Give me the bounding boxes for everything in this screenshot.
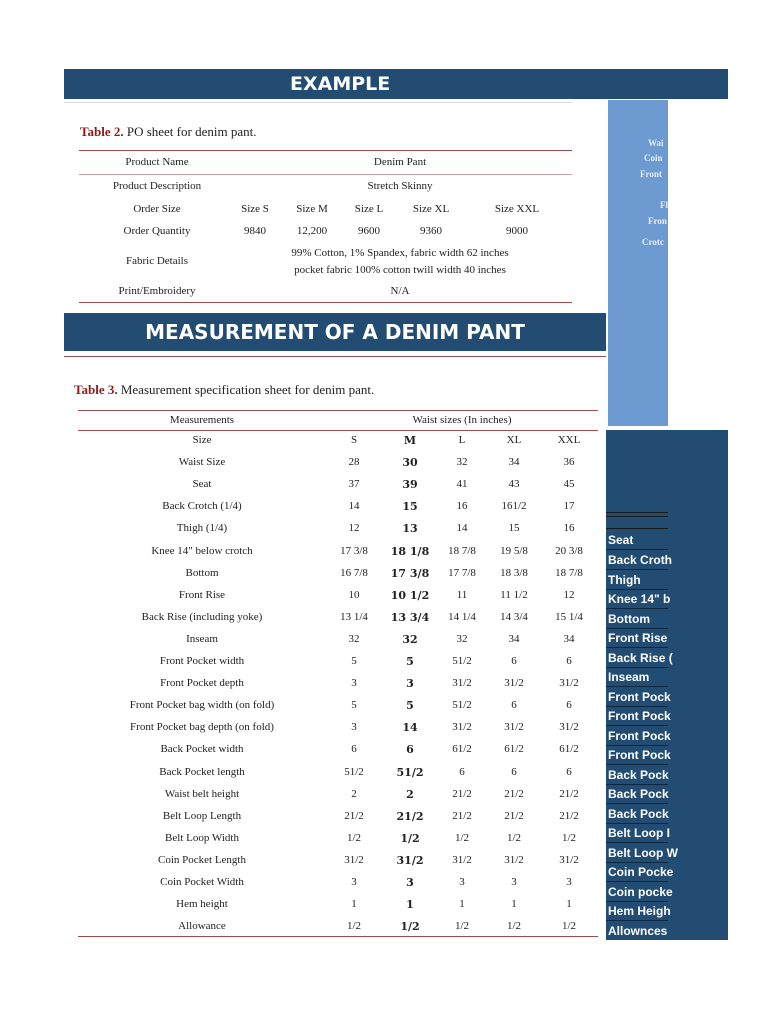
row-value: 31/2 [559,677,579,690]
row-value: 1/2 [561,920,577,933]
side-panel-upper [608,100,668,426]
side-row: Coin Pocke [608,865,674,879]
panel-line [606,764,668,765]
print-embroidery-value: N/A [390,285,410,297]
side-row: Front Pock [608,748,671,762]
row-value: 16 [563,522,575,535]
table-rule [79,174,572,175]
row-value: 16 [456,500,468,513]
row-value: 5 [351,699,357,712]
row-value: 31/2 [559,853,579,866]
side-row: Back Pock [608,787,669,801]
row-value: 21/2 [504,787,524,800]
side-row: Hem Heigh [608,904,671,918]
row-label: Waist belt height [164,787,240,800]
row-value: 21/2 [344,809,364,822]
row-value: 21/2 [559,809,579,822]
row-value: 19 5/8 [500,544,528,557]
side-panel-text: Wai [648,138,664,148]
print-embroidery-label: Print/Embroidery [118,285,196,297]
row-value: 3 [566,876,572,888]
row-value: 17 [563,500,575,513]
row-label: Belt Loop Width [165,831,239,844]
row-value: 14 [402,721,418,735]
size-cell: Size M [296,203,328,215]
row-value: 37 [348,478,360,491]
row-value: 3 [459,876,465,888]
panel-line [606,549,668,550]
row-label: Coin Pocket Width [160,876,244,888]
order-quantity-label: Order Quantity [123,225,191,237]
row-value: 1/2 [346,831,362,844]
row-value: 14 [456,522,468,535]
table-rule [79,302,572,303]
row-label: Front Pocket depth [160,677,244,690]
row-value: 14 1/4 [448,610,476,623]
panel-line [606,569,668,570]
table2-caption-label: Table 2. [80,124,124,139]
row-value: L [458,434,466,446]
measurement-banner [64,313,606,351]
row-label: Back Pocket length [159,765,245,778]
row-value: 5 [351,655,357,667]
row-value: 10 [348,588,360,601]
row-value: 1/2 [346,920,362,933]
row-value: 18 7/8 [555,566,583,579]
panel-line [606,881,668,882]
row-value: 31/2 [559,721,579,734]
row-value: 1 [406,898,414,912]
side-panel-text: Fl [660,200,668,210]
row-value: 32 [456,632,468,645]
table3-caption [74,382,374,398]
product-description-label: Product Description [112,180,202,192]
row-value: 21/2 [452,787,472,800]
table-rule [78,936,598,937]
quantity-cell: 9000 [506,225,528,237]
row-value: 3 [406,876,414,889]
row-label: Allowance [178,920,226,933]
row-label: Front Pocket bag depth (on fold) [130,721,274,734]
fabric-details-label: Fabric Details [125,255,189,267]
side-row: Front Pock [608,729,671,743]
quantity-cell: 9840 [244,225,266,237]
row-value: 14 3/4 [500,610,528,623]
row-value: 1/2 [506,920,522,933]
row-value: 32 [456,456,468,469]
row-value: 6 [566,699,572,712]
row-value: 34 [508,456,520,469]
row-value: 18 7/8 [448,544,476,557]
row-label: Belt Loop Length [162,809,242,822]
row-value: 13 [402,522,418,536]
row-value: XXL [557,434,581,446]
side-row: Front Pock [608,690,671,704]
panel-line [606,920,668,921]
row-value: 21/2 [559,787,579,800]
row-value: 21/2 [452,809,472,822]
product-name-value: Denim Pant [373,156,427,168]
row-value: 1/2 [400,831,420,845]
side-row: Back Pock [608,768,669,782]
row-value: 3 [351,721,357,734]
fabric-details-line2: pocket fabric 100% cotton twill width 40 inches [294,264,506,276]
row-value: 18 1/8 [390,544,430,558]
row-value: 3 [351,677,357,690]
row-value: 12 [563,588,575,601]
side-row: Knee 14" b [608,592,671,606]
row-value: 1/2 [400,920,420,934]
row-value: 31/2 [504,721,524,734]
row-value: 17 3/8 [340,544,368,557]
fabric-details-line1: 99% Cotton, 1% Spandex, fabric width 62 inches [291,247,509,259]
row-value: 1 [511,898,517,911]
panel-line [606,686,668,687]
row-value: 15 1/4 [555,610,583,623]
row-value: S [350,434,358,446]
row-value: 34 [508,632,520,645]
row-value: 34 [563,632,575,645]
row-value: 14 [348,500,360,513]
row-label: Knee 14" below crotch [151,544,253,557]
side-panel-text: Fron [648,216,667,226]
row-value: 61/2 [452,743,472,756]
header-measurements: Measurements [169,414,235,426]
row-label: Waist Size [178,456,226,469]
panel-line [606,512,668,513]
row-label: Thigh (1/4) [176,522,228,535]
row-label: Seat [192,478,212,491]
side-row: Back Pock [608,807,669,821]
quantity-cell: 9360 [420,225,442,237]
row-value: M [403,434,417,447]
panel-line [606,608,668,609]
row-value: 31/2 [344,853,364,866]
row-value: 5 [406,655,414,668]
row-value: 6 [566,765,572,778]
row-value: 41 [456,478,468,491]
row-value: 61/2 [504,743,524,756]
row-label: Coin Pocket Length [158,853,246,866]
row-value: 13 3/4 [390,610,430,624]
header-waist-sizes: Waist sizes (In inches) [412,414,512,426]
row-value: 21/2 [396,809,424,823]
row-value: 51/2 [452,699,472,712]
row-value: 12 [348,522,360,535]
row-value: 3 [351,876,357,888]
size-cell: Size S [241,203,269,215]
row-value: 31/2 [452,677,472,690]
row-label: Inseam [186,632,218,645]
row-label: Front Pocket width [159,655,245,667]
row-value: 1 [351,898,357,911]
size-cell: Size XL [412,203,450,215]
row-value: 6 [511,765,517,778]
side-row: Belt Loop I [608,826,670,840]
side-row: Thigh [608,573,641,587]
side-row: Front Pock [608,709,671,723]
side-row: Inseam [608,670,650,684]
side-panel-text: Front [640,169,662,179]
side-row: Back Rise ( [608,651,673,665]
row-value: 61/2 [559,743,579,756]
row-value: 30 [402,456,418,470]
row-value: 10 1/2 [390,588,430,602]
row-value: 6 [511,655,517,667]
row-value: 51/2 [344,765,364,778]
row-label: Hem height [176,898,228,911]
row-value: 2 [406,787,414,801]
panel-line [606,647,668,648]
row-value: 28 [348,456,360,469]
row-value: 32 [348,632,360,645]
row-value: 6 [459,765,465,778]
row-value: 161/2 [501,500,527,513]
row-value: 6 [566,655,572,667]
row-value: 39 [402,478,418,492]
row-value: 21/2 [504,809,524,822]
side-row: Front Rise [608,631,668,645]
row-label: Front Rise [178,588,226,601]
table-rule [78,430,598,431]
side-row: Bottom [608,612,650,626]
table2-caption [80,124,256,140]
row-value: 3 [511,876,517,888]
table-rule [78,410,598,411]
panel-line [606,516,668,517]
row-value: 1 [459,898,465,911]
divider [64,102,572,103]
row-value: 31/2 [452,853,472,866]
row-value: 3 [406,677,414,691]
row-value: 15 [402,500,418,514]
row-value: 6 [511,699,517,712]
table-rule [79,150,572,151]
row-value: XL [506,434,522,446]
row-value: 31/2 [396,853,424,867]
row-label: Back Crotch (1/4) [162,500,242,513]
row-label: Back Pocket width [160,743,244,756]
row-label: Front Pocket bag width (on fold) [129,699,275,712]
measurement-banner-title: MEASUREMENT OF A DENIM PANT [145,320,525,344]
row-value: 31/2 [452,721,472,734]
row-label: Back Rise (including yoke) [141,610,263,623]
table3-caption-text: Measurement specification sheet for denim pant. [117,382,375,397]
row-value: 6 [406,743,414,757]
row-value: 15 [508,522,520,535]
row-value: 2 [351,787,357,800]
side-panel-text: Coin [644,153,663,163]
example-banner-title: EXAMPLE [290,73,391,95]
row-value: 1 [566,898,572,911]
row-value: 31/2 [504,677,524,690]
panel-line [606,803,668,804]
side-panel-text: Crotc [642,237,664,247]
row-value: 13 1/4 [340,610,368,623]
row-value: 43 [508,478,520,491]
row-value: 31/2 [504,853,524,866]
row-value: 17 3/8 [390,566,430,580]
side-row: Allownces [608,924,668,938]
quantity-cell: 12,200 [296,225,328,237]
quantity-cell: 9600 [358,225,380,237]
table2-caption-text: PO sheet for denim pant. [123,124,257,139]
row-value: 18 3/8 [500,566,528,579]
order-size-label: Order Size [133,203,181,215]
row-value: 1/2 [506,831,522,844]
size-cell: Size XXL [494,203,540,215]
row-value: 1/2 [454,831,470,844]
table3-caption-label: Table 3. [74,382,118,397]
row-label: Bottom [185,566,219,579]
panel-line [606,725,668,726]
panel-line [606,528,668,529]
row-value: 45 [563,478,575,491]
divider [64,356,606,357]
size-cell: Size L [354,203,384,215]
side-row: Coin pocke [608,885,673,899]
row-label: Size [192,434,212,446]
panel-line [606,842,668,843]
product-description-value: Stretch Skinny [367,180,433,192]
row-value: 51/2 [396,765,424,779]
example-banner [64,69,728,99]
row-value: 20 3/8 [555,544,583,557]
side-row: Seat [608,533,634,547]
product-name-label: Product Name [125,156,189,168]
row-value: 1/2 [454,920,470,933]
row-value: 1/2 [561,831,577,844]
row-value: 5 [406,699,414,713]
row-value: 32 [402,632,418,646]
row-value: 51/2 [452,655,472,667]
side-row: Belt Loop W [608,846,678,860]
row-value: 6 [351,743,357,756]
side-panel-lower [606,430,728,940]
row-value: 17 7/8 [448,566,476,579]
row-value: 16 7/8 [340,566,368,579]
side-row: Back Croth [608,553,673,567]
row-value: 11 1/2 [500,588,528,601]
row-value: 36 [563,456,575,469]
row-value: 11 [456,588,468,601]
